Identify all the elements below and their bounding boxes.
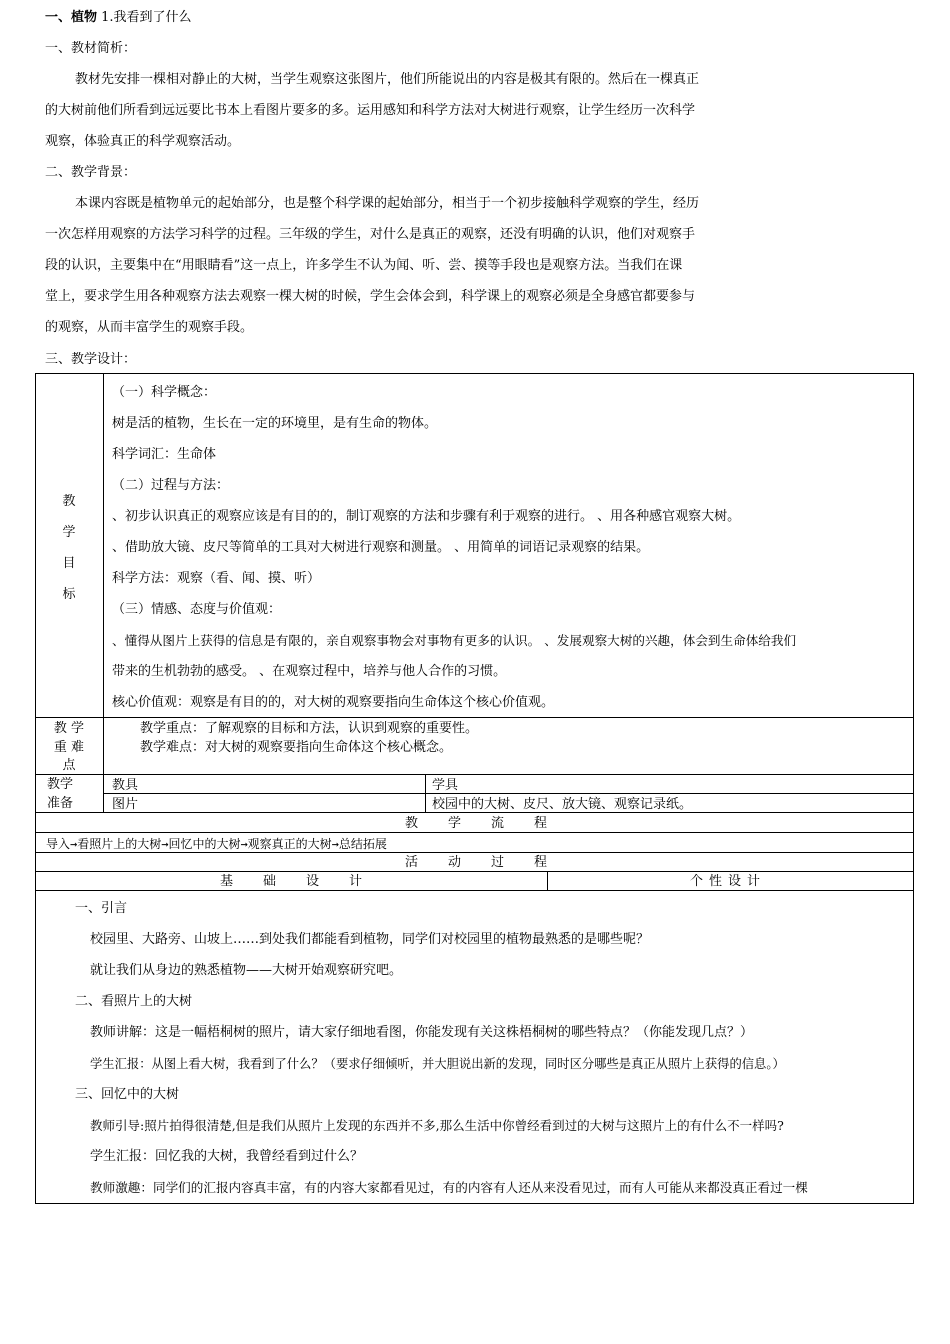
keypoints-label: 重 难: [53, 740, 85, 755]
row-divider: [35, 832, 914, 833]
prep-label: 准备: [46, 796, 73, 811]
student-tools: 校园中的大树、皮尺、放大镜、观察记录纸。: [432, 797, 693, 812]
goals-line: 科学词汇：生命体: [112, 447, 217, 462]
lesson-title: [45, 10, 192, 26]
keypoints-label: 点: [62, 758, 76, 773]
activity-line: 校园里、大路旁、山坡上……到处我们都能看到植物，同学们对校园里的植物最熟悉的是哪些呢？: [90, 932, 650, 947]
lesson-name: 1.我看到了什么: [101, 10, 192, 25]
activity-line: 学生汇报：从图上看大树，我看到了什么？（要求仔细倾听，并大胆说出新的发现，同时区分哪些是真正从照片上获得的信息。）: [90, 1057, 785, 1071]
col-divider: [547, 871, 548, 890]
goals-line: 、初步认识真正的观察应该是有目的的，制订观察的方法和步骤有利于观察的进行。 、用各种感官观察大树。: [112, 509, 741, 524]
design-heading: 三、教学设计：: [45, 352, 137, 367]
background-line: 的观察，从而丰富学生的观察手段。: [45, 320, 254, 335]
goals-line: 科学方法：观察（看、闻、摸、听）: [112, 571, 321, 586]
goals-label-char: 标: [62, 587, 76, 602]
goals-label-char: 教: [62, 494, 76, 509]
goals-line: 、懂得从图片上获得的信息是有限的，亲自观察事物会对事物有更多的认识。 、发展观察大树的兴趣，体会到生命体给我们: [112, 633, 797, 648]
basic-design-head: 基础设计: [220, 874, 393, 889]
personal-design-head: 个性设计: [690, 874, 767, 889]
goals-line: 、借助放大镜、皮尺等简单的工具对大树进行观察和测量。 、用简单的词语记录观察的结果。: [112, 540, 650, 555]
col-divider: [103, 373, 104, 812]
activity-line: 二、看照片上的大树: [75, 994, 193, 1009]
activity-line: 教师引导:照片拍得很清楚,但是我们从照片上发现的东西并不多,那么生活中你曾经看到过的大树与这照片上的有什么不一样吗?: [90, 1118, 784, 1133]
keypoints-label: 教 学: [53, 721, 85, 736]
activity-title: 活动过程: [405, 855, 578, 870]
analysis-heading: 一、教材简析：: [45, 41, 137, 56]
row-divider: [35, 717, 914, 718]
row-divider: [35, 774, 914, 775]
goals-line: （一）科学概念：: [112, 385, 217, 400]
row-divider: [35, 852, 914, 853]
col-divider: [425, 774, 426, 812]
goals-label-char: 学: [62, 525, 76, 540]
activity-line: 教师讲解：这是一幅梧桐树的照片，请大家仔细地看图，你能发现有关这株梧桐树的哪些特点？（你能发现几点？）: [90, 1025, 754, 1040]
background-line: 本课内容既是植物单元的起始部分，也是整个科学课的起始部分，相当于一个初步接触科学观察的学生，经历: [75, 196, 700, 211]
teacher-tools: 图片: [112, 797, 139, 812]
row-divider: [35, 890, 914, 891]
design-table: [35, 373, 914, 1204]
row-divider: [103, 793, 914, 794]
teacher-tools-head: 教具: [112, 778, 139, 793]
prep-label: 教学: [46, 777, 73, 792]
teaching-difficulty: 教学难点：对大树的观察要指向生命体这个核心概念。: [140, 740, 453, 755]
goals-line: 核心价值观：观察是有目的的，对大树的观察要指向生命体这个核心价值观。: [112, 695, 555, 710]
background-line: 堂上，要求学生用各种观察方法去观察一棵大树的时候，学生会体会到，科学课上的观察必须是全身感官都要参与: [45, 289, 696, 304]
analysis-line: 观察，体验真正的科学观察活动。: [45, 134, 241, 149]
teaching-focus: 教学重点：了解观察的目标和方法，认识到观察的重要性。: [140, 721, 479, 736]
background-line: 段的认识，主要集中在“用眼睛看”这一点上，许多学生不认为闻、听、尝、摸等手段也是观察方法。当我们在课: [45, 258, 683, 273]
flow-title: 教学流程: [405, 816, 578, 831]
goals-label-char: 目: [62, 556, 76, 571]
student-tools-head: 学具: [432, 778, 459, 793]
activity-line: 学生汇报：回忆我的大树，我曾经看到过什么？: [90, 1149, 364, 1164]
row-divider: [35, 871, 914, 872]
unit-title: 一、植物: [45, 10, 98, 25]
background-line: 一次怎样用观察的方法学习科学的过程。三年级的学生，对什么是真正的观察，还没有明确的认识，他们对观察手: [45, 227, 696, 242]
background-heading: 二、教学背景：: [45, 165, 137, 180]
goals-line: 树是活的植物，生长在一定的环境里，是有生命的物体。: [112, 416, 438, 431]
goals-line: （三）情感、态度与价值观：: [112, 602, 282, 617]
activity-line: 一、引言: [75, 901, 128, 916]
analysis-line: 的大树前他们所看到远远要比书本上看图片要多的多。运用感知和科学方法对大树进行观察，让学生经历一次科学: [45, 103, 696, 118]
goals-line: 带来的生机勃勃的感受。 、在观察过程中，培养与他人合作的习惯。: [112, 664, 507, 679]
activity-line: 就让我们从身边的熟悉植物——大树开始观察研究吧。: [90, 963, 403, 978]
activity-line: 教师激趣：同学们的汇报内容真丰富，有的内容大家都看见过，有的内容有人还从来没看见过，而有人可能从来都没真正看过一棵: [90, 1180, 808, 1195]
analysis-line: 教材先安排一棵相对静止的大树，当学生观察这张图片，他们所能说出的内容是极其有限的。然后在一棵真正: [75, 72, 700, 87]
flow-steps: 导入→看照片上的大树→回忆中的大树→观察真正的大树→总结拓展: [46, 837, 387, 851]
goals-line: （二）过程与方法：: [112, 478, 230, 493]
activity-line: 三、回忆中的大树: [75, 1087, 180, 1102]
